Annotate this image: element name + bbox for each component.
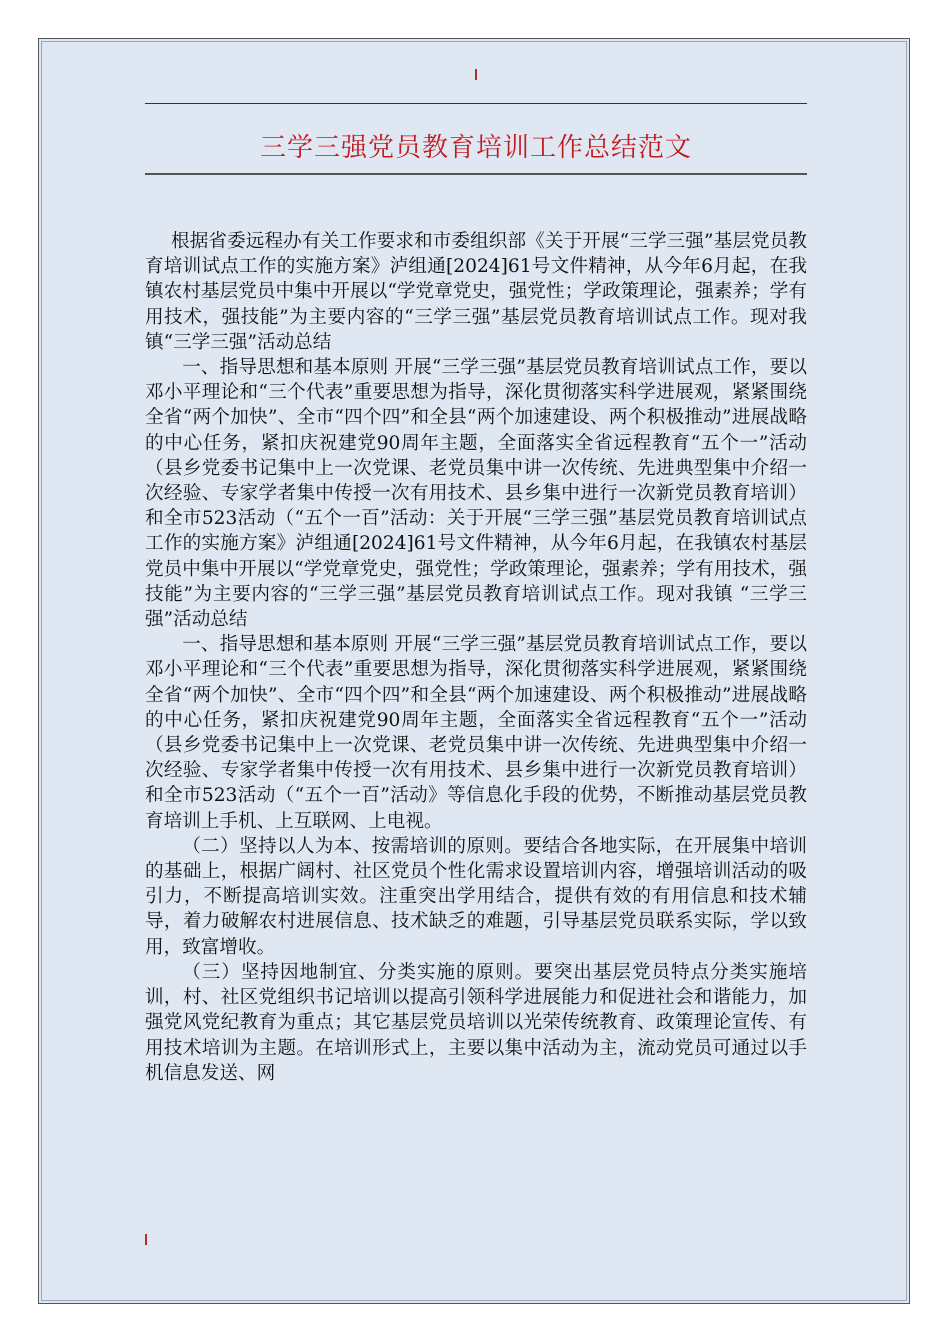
corner-mark-top (475, 69, 477, 80)
document-title: 三学三强党员教育培训工作总结范文 (259, 133, 692, 163)
paragraph-intro: 根据省委远程办有关工作要求和市委组织部《关于开展“三学三强”基层党员教育培训试点工作的实施方案》泸组通[2024]61号文件精神，从今年6月起，在我镇农村基层党员中集中开展以“学党章党史，强党性；学政策理论，强素养；学有用技术，强技能”为主要内容的“三学三强”基层党员教育培训试点工作。现对我镇“三学三强”活动总结 (145, 231, 807, 353)
paragraph-section-2: （二）坚持以人为本、按需培训的原则。要结合各地实际，在开展集中培训的基础上，根据广阔村、社区党员个性化需求设置培训内容，增强培训活动的吸引力，不断提高培训实效。注重突出学用结合，提供有效的有用信息和技术辅导，着力破解农村进展信息、技术缺乏的难题，引导基层党员联系实际，学以致用，致富增收。 (145, 835, 807, 958)
document-page (38, 38, 910, 1304)
paragraph-section-1a: 一、指导思想和基本原则 开展“三学三强”基层党员教育培训试点工作，要以邓小平理论和“三个代表”重要思想为指导，深化贯彻落实科学进展观，紧紧围绕全省“两个加快”、全市“四个四”和全县“两个加速建设、两个积极推动”进展战略的中心任务，紧扣庆祝建党90周年主题，全面落实全省远程教育“五个一”活动（县乡党委书记集中上一次党课、老党员集中讲一次传统、先进典型集中介绍一次经验、专家学者集中传授一次有用技术、县乡集中进行一次新党员教育培训）和全市523活动（“五个一百”活动：关于开展“三学三强”基层党员教育培训试点工作的实施方案》泸组通[2024]61号文件精神，从今年6月起，在我镇农村基层党员中集中开展以“学党章党史，强党性；学政策理论，强素养；学有用技术，强技能”为主要内容的“三学三强”基层党员教育培训试点工作。现对我镇 “三学三强”活动总结 (145, 357, 807, 631)
paragraph-section-3: （三）坚持因地制宜、分类实施的原则。要突出基层党员特点分类实施培训，村、社区党组织书记培训以提高引领科学进展能力和促进社会和谐能力，加强党风党纪教育为重点；其它基层党员培训以光荣传统教育、政策理论宣传、有用技术培训为主题。在培训形式上，主要以集中活动为主，流动党员可通过以手机信息发送、网 (145, 961, 807, 1084)
corner-mark-bottom (145, 1234, 147, 1245)
header-rule (145, 103, 807, 104)
title-underline (145, 173, 807, 175)
paragraph-section-1b: 一、指导思想和基本原则 开展“三学三强”基层党员教育培训试点工作，要以邓小平理论和“三个代表”重要思想为指导，深化贯彻落实科学进展观，紧紧围绕全省“两个加快”、全市“四个四”和全县“两个加速建设、两个积极推动”进展战略的中心任务，紧扣庆祝建党90周年主题，全面落实全省远程教育“五个一”活动（县乡党委书记集中上一次党课、老党员集中讲一次传统、先进典型集中介绍一次经验、专家学者集中传授一次有用技术、县乡集中进行一次新党员教育培训）和全市523活动（“五个一百”活动》等信息化手段的优势，不断推动基层党员教育培训上手机、上互联网、上电视。 (145, 634, 807, 832)
document-body (145, 229, 807, 1086)
